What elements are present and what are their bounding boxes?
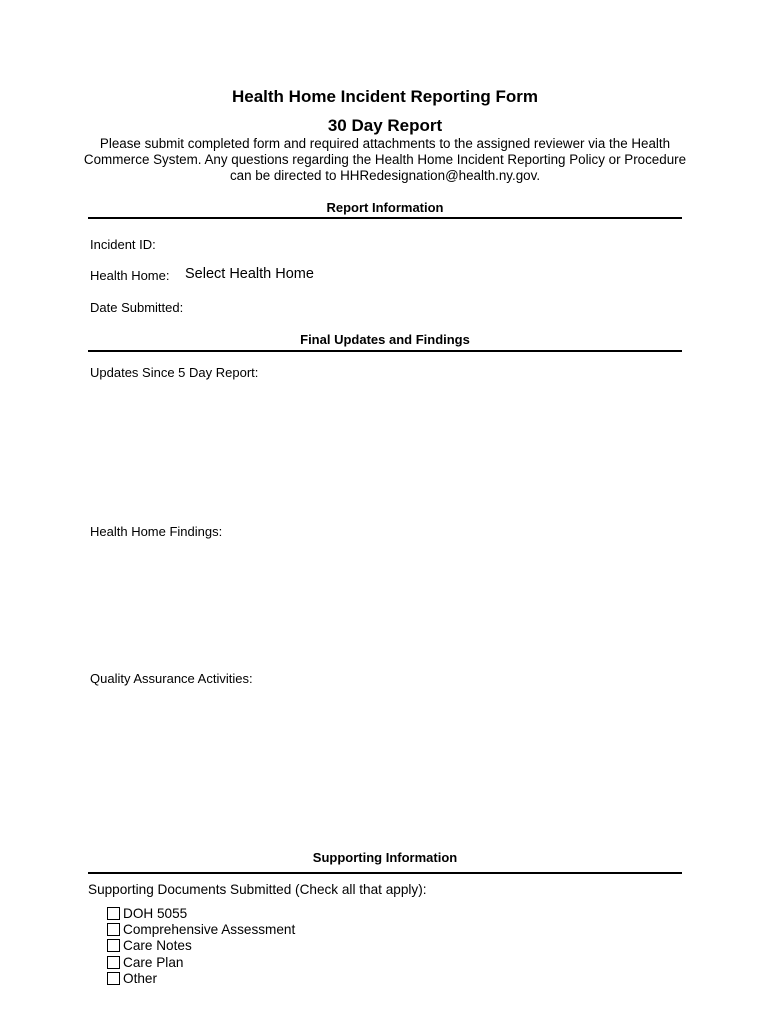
checklist-item[interactable] xyxy=(107,971,295,987)
checkbox-other[interactable] xyxy=(107,972,120,985)
supporting-documents-label: Supporting Documents Submitted (Check all that apply): xyxy=(88,882,427,897)
checkbox-comprehensive-assessment[interactable] xyxy=(107,923,120,936)
section-divider xyxy=(88,872,682,874)
checkbox-label: Comprehensive Assessment xyxy=(123,922,296,938)
section-divider xyxy=(88,350,682,352)
incident-id-label: Incident ID: xyxy=(90,237,156,252)
checkbox-label: Care Notes xyxy=(123,938,192,954)
quality-assurance-label: Quality Assurance Activities: xyxy=(90,671,253,686)
section-divider xyxy=(88,217,682,219)
report-information-heading: Report Information xyxy=(326,200,444,215)
supporting-information-heading: Supporting Information xyxy=(312,850,458,865)
quality-assurance-textarea[interactable] xyxy=(90,690,680,840)
checklist-item[interactable] xyxy=(107,938,295,954)
health-home-findings-textarea[interactable] xyxy=(90,543,680,663)
checkbox-label: Care Plan xyxy=(123,954,184,970)
health-home-label: Health Home: xyxy=(90,268,170,283)
checklist-item[interactable] xyxy=(107,954,295,970)
checkbox-care-notes[interactable] xyxy=(107,939,120,952)
checkbox-doh-5055[interactable] xyxy=(107,907,120,920)
checkbox-care-plan[interactable] xyxy=(107,956,120,969)
health-home-select[interactable]: Select Health Home xyxy=(185,266,314,282)
incident-id-field[interactable] xyxy=(175,236,475,253)
date-submitted-field[interactable] xyxy=(195,299,395,316)
updates-since-textarea[interactable] xyxy=(90,384,680,514)
date-submitted-label: Date Submitted: xyxy=(90,300,184,315)
health-home-findings-label: Health Home Findings: xyxy=(90,524,223,539)
updates-since-label: Updates Since 5 Day Report: xyxy=(90,365,259,380)
instructions-text: Please submit completed form and required attachments to the assigned reviewer via the Health Commerce System. Any questions regarding the Health Home Incident Reporting Policy or Procedure can be directed to HHRedesignation@health.ny.gov. xyxy=(83,136,687,184)
form-subtitle: 30 Day Report xyxy=(327,116,443,135)
checkbox-label: Other xyxy=(123,971,157,987)
checklist-item[interactable] xyxy=(107,921,295,937)
final-updates-heading: Final Updates and Findings xyxy=(300,332,470,347)
supporting-documents-checklist xyxy=(107,905,295,987)
checkbox-label: DOH 5055 xyxy=(123,905,188,921)
checklist-item[interactable] xyxy=(107,905,295,921)
form-title: Health Home Incident Reporting Form xyxy=(231,87,539,106)
